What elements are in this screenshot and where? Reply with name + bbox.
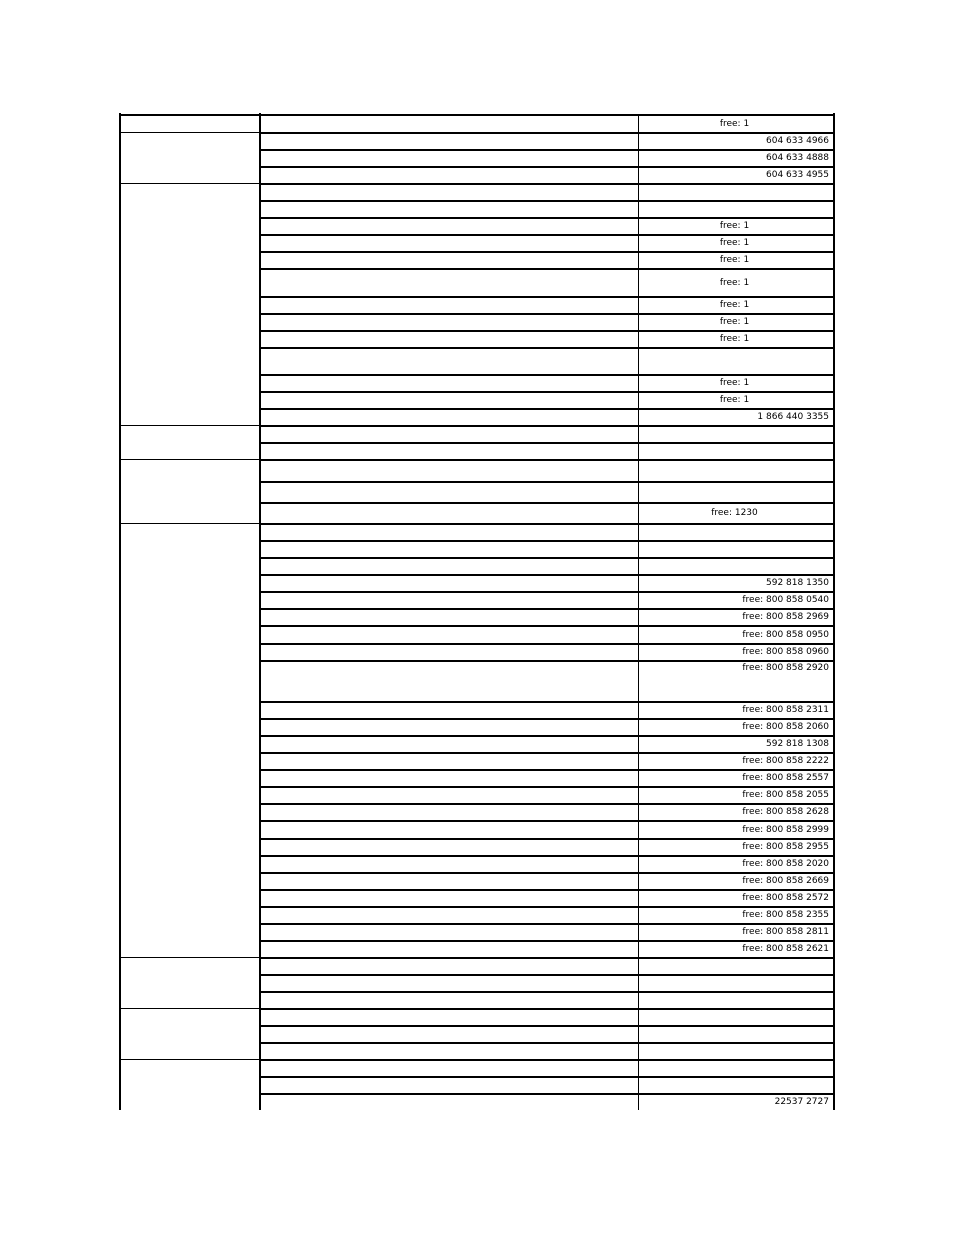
number-cell: 604 633 4888: [766, 153, 829, 163]
row-divider: [259, 974, 835, 976]
number-cell: free: 800 858 0950: [742, 630, 829, 640]
number-cell: free: 1: [719, 221, 750, 231]
number-cell: free: 800 858 2355: [742, 910, 829, 920]
row-divider: [259, 855, 835, 857]
row-divider: [259, 889, 835, 891]
row-divider: [259, 591, 835, 593]
row-divider: [259, 769, 835, 771]
row-divider: [259, 1076, 835, 1078]
number-cell: free: 1: [719, 119, 750, 129]
row-divider: [259, 408, 835, 410]
row-divider: [259, 940, 835, 942]
row-divider: [259, 957, 835, 959]
row-divider: [259, 752, 835, 754]
number-cell: free: 1: [719, 255, 750, 265]
row-divider: [259, 608, 835, 610]
row-divider: [259, 481, 835, 483]
number-cell: free: 800 858 2060: [742, 722, 829, 732]
number-cell: 22537 2727: [774, 1097, 829, 1107]
number-cell: free: 800 858 2557: [742, 773, 829, 783]
group-divider: [119, 183, 259, 184]
number-cell: free: 1: [719, 334, 750, 344]
number-cell: free: 1: [719, 395, 750, 405]
row-divider: [259, 374, 835, 376]
row-divider: [259, 234, 835, 236]
row-divider: [259, 1008, 835, 1010]
row-divider: [259, 991, 835, 993]
table-border-right: [833, 113, 835, 1110]
number-cell: free: 1: [719, 300, 750, 310]
number-cell: free: 800 858 0960: [742, 647, 829, 657]
row-divider: [259, 347, 835, 349]
row-divider: [259, 459, 835, 461]
column-divider-1: [259, 113, 261, 1110]
table-border-top: [119, 114, 835, 116]
row-divider: [259, 786, 835, 788]
number-cell: free: 800 858 2920: [742, 663, 829, 673]
group-divider: [119, 132, 259, 133]
row-divider: [259, 872, 835, 874]
row-divider: [259, 574, 835, 576]
row-divider: [259, 1025, 835, 1027]
number-cell: free: 1: [719, 378, 750, 388]
group-divider: [119, 425, 259, 426]
row-divider: [259, 1059, 835, 1061]
group-divider: [119, 1008, 259, 1009]
number-cell: free: 800 858 2669: [742, 876, 829, 886]
row-divider: [259, 838, 835, 840]
number-cell: free: 800 858 2055: [742, 790, 829, 800]
row-divider: [259, 540, 835, 542]
number-cell: 1 866 440 3355: [757, 412, 829, 422]
number-cell: free: 1: [719, 317, 750, 327]
number-cell: free: 1: [719, 278, 750, 288]
row-divider: [259, 803, 835, 805]
row-divider: [259, 906, 835, 908]
number-cell: 592 818 1308: [766, 739, 829, 749]
number-cell: free: 800 858 2621: [742, 944, 829, 954]
number-cell: free: 800 858 2628: [742, 807, 829, 817]
group-divider: [119, 1059, 259, 1060]
number-cell: 604 633 4966: [766, 136, 829, 146]
number-cell: free: 800 858 2311: [742, 705, 829, 715]
row-divider: [259, 923, 835, 925]
row-divider: [259, 718, 835, 720]
row-divider: [259, 442, 835, 444]
row-divider: [259, 132, 835, 134]
group-divider: [119, 957, 259, 958]
row-divider: [259, 502, 835, 504]
number-cell: free: 800 858 2811: [742, 927, 829, 937]
number-cell: free: 800 858 2020: [742, 859, 829, 869]
row-divider: [259, 200, 835, 202]
row-divider: [259, 166, 835, 168]
number-cell: free: 800 858 2222: [742, 756, 829, 766]
row-divider: [259, 523, 835, 525]
number-cell: free: 800 858 0540: [742, 595, 829, 605]
row-divider: [259, 149, 835, 151]
row-divider: [259, 660, 835, 662]
group-divider: [119, 523, 259, 524]
row-divider: [259, 251, 835, 253]
row-divider: [259, 701, 835, 703]
row-divider: [259, 557, 835, 559]
table-border-left: [119, 113, 121, 1110]
row-divider: [259, 183, 835, 185]
number-cell: free: 1230: [711, 508, 758, 518]
row-divider: [259, 625, 835, 627]
group-divider: [119, 459, 259, 460]
row-divider: [259, 735, 835, 737]
row-divider: [259, 391, 835, 393]
row-divider: [259, 330, 835, 332]
number-cell: free: 800 858 2572: [742, 893, 829, 903]
number-cell: free: 1: [719, 238, 750, 248]
row-divider: [259, 425, 835, 427]
row-divider: [259, 313, 835, 315]
row-divider: [259, 296, 835, 298]
number-cell: 592 818 1350: [766, 578, 829, 588]
number-cell: free: 800 858 2955: [742, 842, 829, 852]
row-divider: [259, 820, 835, 822]
row-divider: [259, 1042, 835, 1044]
number-cell: free: 800 858 2969: [742, 612, 829, 622]
row-divider: [259, 1093, 835, 1095]
number-cell: 604 633 4955: [766, 170, 829, 180]
row-divider: [259, 643, 835, 645]
row-divider: [259, 217, 835, 219]
row-divider: [259, 268, 835, 270]
number-cell: free: 800 858 2999: [742, 825, 829, 835]
